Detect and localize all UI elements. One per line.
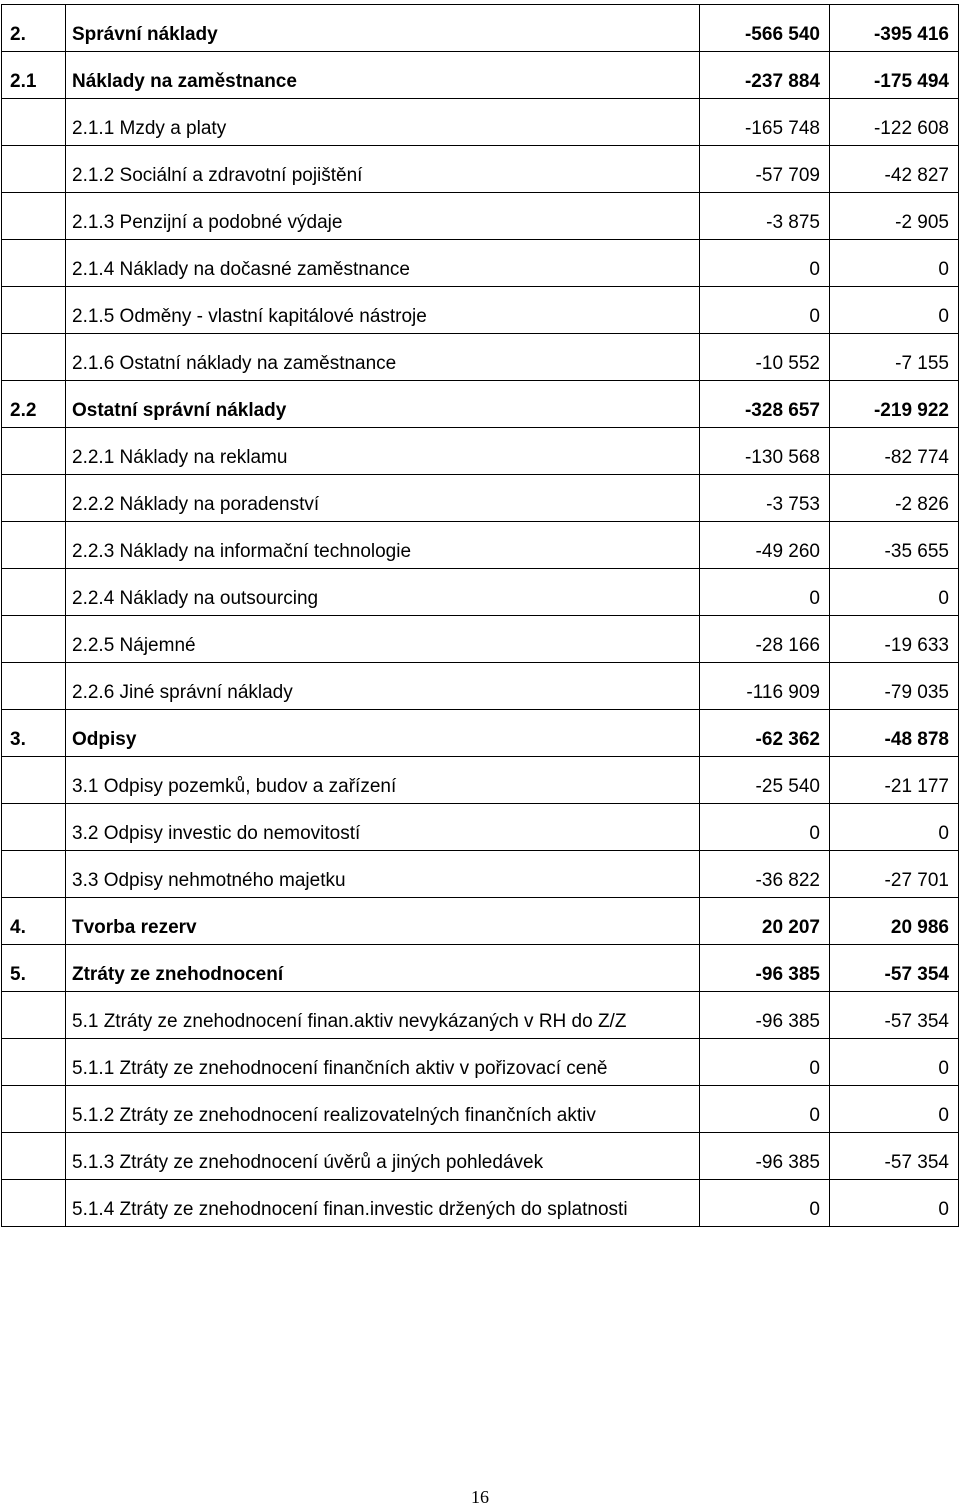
- value-previous: 0: [830, 804, 959, 851]
- table-row: [2, 146, 959, 193]
- row-label: Odpisy: [66, 710, 700, 757]
- value-previous: -175 494: [830, 52, 959, 99]
- value-previous: -7 155: [830, 334, 959, 381]
- row-number: 3.: [2, 710, 66, 757]
- row-number: [2, 428, 66, 475]
- value-previous: -57 354: [830, 992, 959, 1039]
- page-number: 16: [471, 1487, 489, 1507]
- row-label: 5.1 Ztráty ze znehodnocení finan.aktiv nevykázaných v RH do Z/Z: [66, 992, 700, 1039]
- table-row: [2, 240, 959, 287]
- table-row: [2, 99, 959, 146]
- row-label: 3.2 Odpisy investic do nemovitostí: [66, 804, 700, 851]
- row-label: 2.1.4 Náklady na dočasné zaměstnance: [66, 240, 700, 287]
- row-label: Náklady na zaměstnance: [66, 52, 700, 99]
- row-number: [2, 616, 66, 663]
- table-row: [2, 381, 959, 428]
- value-previous: 0: [830, 1039, 959, 1086]
- row-label: 3.3 Odpisy nehmotného majetku: [66, 851, 700, 898]
- value-previous: -395 416: [830, 5, 959, 52]
- row-number: [2, 1086, 66, 1133]
- row-label: 2.1.2 Sociální a zdravotní pojištění: [66, 146, 700, 193]
- row-label: 2.2.6 Jiné správní náklady: [66, 663, 700, 710]
- table-row: [2, 616, 959, 663]
- value-current: -96 385: [700, 1133, 830, 1180]
- table-row: [2, 851, 959, 898]
- table-row: [2, 804, 959, 851]
- value-current: -96 385: [700, 992, 830, 1039]
- value-previous: -19 633: [830, 616, 959, 663]
- table-row: [2, 663, 959, 710]
- table-row: [2, 287, 959, 334]
- value-previous: 0: [830, 1180, 959, 1227]
- value-previous: 0: [830, 569, 959, 616]
- row-number: [2, 992, 66, 1039]
- row-label: 2.2.2 Náklady na poradenství: [66, 475, 700, 522]
- value-current: -130 568: [700, 428, 830, 475]
- value-previous: -79 035: [830, 663, 959, 710]
- value-previous: -57 354: [830, 945, 959, 992]
- row-number: 2.1: [2, 52, 66, 99]
- table-row: [2, 428, 959, 475]
- value-current: 20 207: [700, 898, 830, 945]
- row-number: [2, 569, 66, 616]
- row-number: [2, 757, 66, 804]
- row-label: Správní náklady: [66, 5, 700, 52]
- value-previous: -2 826: [830, 475, 959, 522]
- value-previous: 20 986: [830, 898, 959, 945]
- row-number: [2, 1180, 66, 1227]
- value-current: 0: [700, 1086, 830, 1133]
- value-current: 0: [700, 569, 830, 616]
- row-label: 2.2.5 Nájemné: [66, 616, 700, 663]
- row-number: [2, 475, 66, 522]
- table-row: [2, 1039, 959, 1086]
- value-current: -3 753: [700, 475, 830, 522]
- row-label: 2.1.6 Ostatní náklady na zaměstnance: [66, 334, 700, 381]
- table-row: [2, 945, 959, 992]
- row-number: [2, 663, 66, 710]
- row-label: 5.1.2 Ztráty ze znehodnocení realizovatelných finančních aktiv: [66, 1086, 700, 1133]
- table-row: [2, 522, 959, 569]
- row-label: 3.1 Odpisy pozemků, budov a zařízení: [66, 757, 700, 804]
- row-number: [2, 1039, 66, 1086]
- row-number: [2, 851, 66, 898]
- value-current: -566 540: [700, 5, 830, 52]
- value-current: 0: [700, 240, 830, 287]
- value-previous: -82 774: [830, 428, 959, 475]
- value-previous: -122 608: [830, 99, 959, 146]
- value-previous: -48 878: [830, 710, 959, 757]
- value-current: -49 260: [700, 522, 830, 569]
- table-row: [2, 1086, 959, 1133]
- value-previous: -35 655: [830, 522, 959, 569]
- table-row: [2, 5, 959, 52]
- table-row: [2, 1133, 959, 1180]
- table-row: [2, 569, 959, 616]
- value-current: -62 362: [700, 710, 830, 757]
- row-number: [2, 804, 66, 851]
- row-number: [2, 146, 66, 193]
- row-number: 2.: [2, 5, 66, 52]
- value-current: -116 909: [700, 663, 830, 710]
- report-table: [1, 4, 959, 1227]
- value-current: -36 822: [700, 851, 830, 898]
- value-current: -3 875: [700, 193, 830, 240]
- value-current: -237 884: [700, 52, 830, 99]
- value-previous: -57 354: [830, 1133, 959, 1180]
- value-previous: 0: [830, 287, 959, 334]
- report-table-body: [2, 5, 959, 1227]
- row-number: [2, 193, 66, 240]
- row-label: 5.1.3 Ztráty ze znehodnocení úvěrů a jiných pohledávek: [66, 1133, 700, 1180]
- value-current: -165 748: [700, 99, 830, 146]
- row-number: 2.2: [2, 381, 66, 428]
- table-row: [2, 898, 959, 945]
- row-label: Tvorba rezerv: [66, 898, 700, 945]
- row-number: [2, 99, 66, 146]
- value-current: -96 385: [700, 945, 830, 992]
- value-previous: 0: [830, 240, 959, 287]
- table-row: [2, 475, 959, 522]
- row-label: 5.1.4 Ztráty ze znehodnocení finan.investic držených do splatnosti: [66, 1180, 700, 1227]
- table-row: [2, 52, 959, 99]
- value-current: 0: [700, 804, 830, 851]
- value-current: -10 552: [700, 334, 830, 381]
- row-number: [2, 287, 66, 334]
- row-number: 5.: [2, 945, 66, 992]
- value-current: 0: [700, 1039, 830, 1086]
- value-current: -25 540: [700, 757, 830, 804]
- table-row: [2, 992, 959, 1039]
- row-label: 5.1.1 Ztráty ze znehodnocení finančních aktiv v pořizovací ceně: [66, 1039, 700, 1086]
- row-number: [2, 1133, 66, 1180]
- row-label: 2.2.1 Náklady na reklamu: [66, 428, 700, 475]
- value-previous: -42 827: [830, 146, 959, 193]
- row-label: 2.1.3 Penzijní a podobné výdaje: [66, 193, 700, 240]
- value-previous: -2 905: [830, 193, 959, 240]
- row-label: 2.1.1 Mzdy a platy: [66, 99, 700, 146]
- row-number: [2, 334, 66, 381]
- value-previous: -219 922: [830, 381, 959, 428]
- table-row: [2, 710, 959, 757]
- row-label: Ostatní správní náklady: [66, 381, 700, 428]
- table-row: [2, 757, 959, 804]
- value-previous: -21 177: [830, 757, 959, 804]
- row-number: [2, 522, 66, 569]
- table-row: [2, 1180, 959, 1227]
- row-label: 2.2.3 Náklady na informační technologie: [66, 522, 700, 569]
- value-current: -28 166: [700, 616, 830, 663]
- value-previous: -27 701: [830, 851, 959, 898]
- table-row: [2, 334, 959, 381]
- value-previous: 0: [830, 1086, 959, 1133]
- value-current: 0: [700, 1180, 830, 1227]
- table-row: [2, 193, 959, 240]
- value-current: -328 657: [700, 381, 830, 428]
- row-number: [2, 240, 66, 287]
- row-label: 2.1.5 Odměny - vlastní kapitálové nástroje: [66, 287, 700, 334]
- value-current: -57 709: [700, 146, 830, 193]
- row-label: 2.2.4 Náklady na outsourcing: [66, 569, 700, 616]
- row-label: Ztráty ze znehodnocení: [66, 945, 700, 992]
- row-number: 4.: [2, 898, 66, 945]
- value-current: 0: [700, 287, 830, 334]
